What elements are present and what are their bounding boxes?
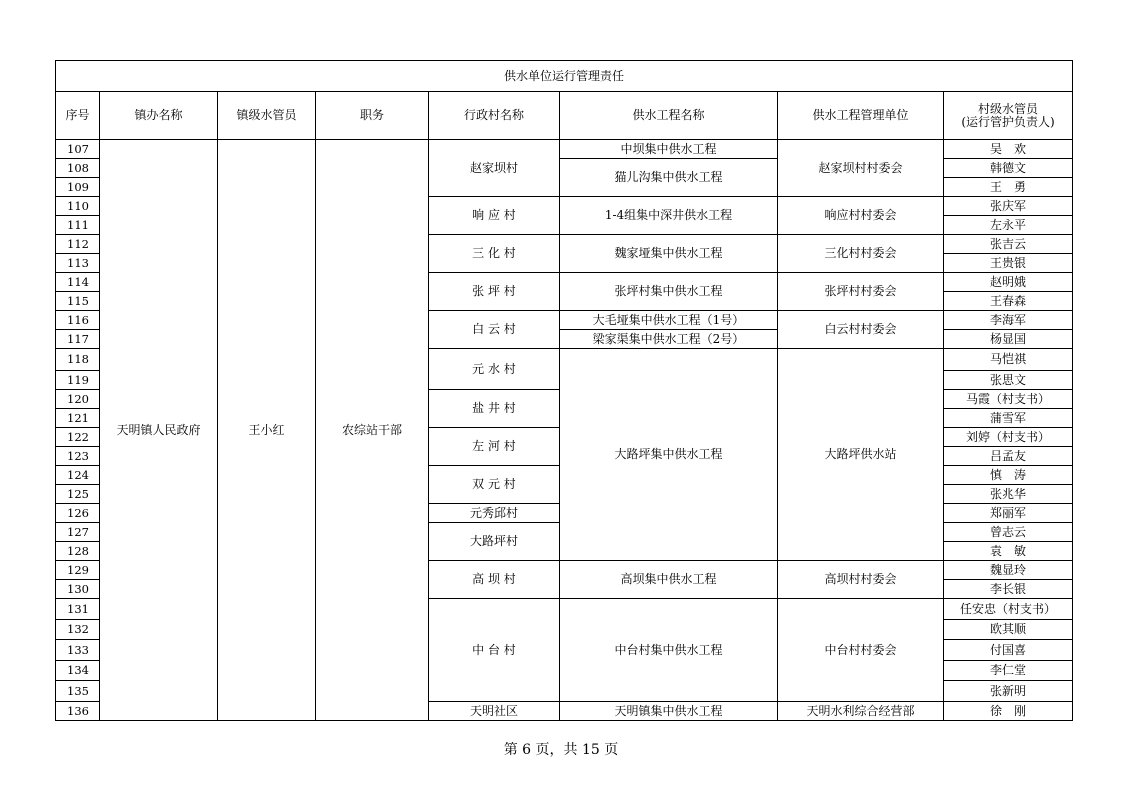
village-manager: 张兆华 [944,485,1073,504]
village-manager: 魏显玲 [944,561,1073,580]
header-position: 职务 [316,92,429,140]
row-seq: 130 [56,580,100,599]
row-seq: 111 [56,216,100,235]
town-manager: 王小红 [218,140,316,721]
village-manager: 马霞（村支书） [944,390,1073,409]
management-unit: 赵家坝村村委会 [778,140,944,197]
village-manager: 杨显国 [944,330,1073,349]
row-seq: 124 [56,466,100,485]
project-name: 天明镇集中供水工程 [560,702,778,721]
management-unit: 中台村村委会 [778,599,944,702]
row-seq: 134 [56,661,100,681]
row-seq: 133 [56,640,100,661]
village-manager: 刘婷（村支书） [944,428,1073,447]
village-manager: 慎 涛 [944,466,1073,485]
village-manager: 蒲雪军 [944,409,1073,428]
row-seq: 113 [56,254,100,273]
header-village: 行政村名称 [429,92,560,140]
management-unit: 响应村村委会 [778,197,944,235]
header-town: 镇办名称 [100,92,218,140]
row-seq: 123 [56,447,100,466]
village-manager: 张思文 [944,371,1073,390]
village-name: 左 河 村 [429,428,560,466]
village-name: 双 元 村 [429,466,560,504]
row-seq: 115 [56,292,100,311]
project-name: 梁家渠集中供水工程（2号） [560,330,778,349]
village-manager: 李海军 [944,311,1073,330]
village-name: 高 坝 村 [429,561,560,599]
village-name: 元 水 村 [429,349,560,390]
village-manager: 李仁堂 [944,661,1073,681]
manager-position: 农综站干部 [316,140,429,721]
row-seq: 109 [56,178,100,197]
village-manager: 任安忠（村支书） [944,599,1073,620]
row-seq: 120 [56,390,100,409]
row-seq: 131 [56,599,100,620]
row-seq: 136 [56,702,100,721]
project-name: 大路坪集中供水工程 [560,349,778,561]
management-unit: 高坝村村委会 [778,561,944,599]
village-manager: 左永平 [944,216,1073,235]
village-manager: 张庆军 [944,197,1073,216]
row-seq: 129 [56,561,100,580]
responsibility-table [55,60,1073,721]
village-name: 三 化 村 [429,235,560,273]
row-seq: 126 [56,504,100,523]
village-manager: 欧其顺 [944,620,1073,640]
village-name: 白 云 村 [429,311,560,349]
village-manager: 王贵银 [944,254,1073,273]
header-seq: 序号 [56,92,100,140]
row-seq: 127 [56,523,100,542]
village-manager: 韩德文 [944,159,1073,178]
village-name: 天明社区 [429,702,560,721]
header-unit: 供水工程管理单位 [778,92,944,140]
village-manager: 曾志云 [944,523,1073,542]
project-name: 魏家垭集中供水工程 [560,235,778,273]
table-row [56,140,1073,159]
village-manager: 吴 欢 [944,140,1073,159]
village-manager: 张新明 [944,681,1073,702]
project-name: 张坪村集中供水工程 [560,273,778,311]
row-seq: 119 [56,371,100,390]
village-manager: 张吉云 [944,235,1073,254]
row-seq: 135 [56,681,100,702]
management-unit: 大路坪供水站 [778,349,944,561]
row-seq: 118 [56,349,100,371]
village-manager: 郑丽军 [944,504,1073,523]
row-seq: 132 [56,620,100,640]
management-unit: 三化村村委会 [778,235,944,273]
village-manager: 袁 敏 [944,542,1073,561]
page-footer: 第 6 页，共 15 页 [503,742,619,758]
header-project: 供水工程名称 [560,92,778,140]
row-seq: 122 [56,428,100,447]
village-manager: 王 勇 [944,178,1073,197]
row-seq: 125 [56,485,100,504]
row-seq: 110 [56,197,100,216]
village-manager: 徐 刚 [944,702,1073,721]
row-seq: 117 [56,330,100,349]
village-name: 赵家坝村 [429,140,560,197]
town-name: 天明镇人民政府 [100,140,218,721]
village-name: 响 应 村 [429,197,560,235]
project-name: 中坝集中供水工程 [560,140,778,159]
village-name: 元秀邱村 [429,504,560,523]
village-name: 中 台 村 [429,599,560,702]
village-manager: 马恺祺 [944,349,1073,371]
management-unit: 张坪村村委会 [778,273,944,311]
management-unit: 天明水利综合经营部 [778,702,944,721]
row-seq: 121 [56,409,100,428]
management-unit: 白云村村委会 [778,311,944,349]
project-name: 猫儿沟集中供水工程 [560,159,778,197]
project-name: 1-4组集中深井供水工程 [560,197,778,235]
project-name: 高坝集中供水工程 [560,561,778,599]
row-seq: 108 [56,159,100,178]
village-manager: 王春森 [944,292,1073,311]
village-name: 大路坪村 [429,523,560,561]
header-town-manager: 镇级水管员 [218,92,316,140]
village-manager: 付国喜 [944,640,1073,661]
row-seq: 112 [56,235,100,254]
row-seq: 114 [56,273,100,292]
village-manager: 吕孟友 [944,447,1073,466]
village-manager: 赵明娥 [944,273,1073,292]
village-name: 盐 井 村 [429,390,560,428]
village-name: 张 坪 村 [429,273,560,311]
project-name: 大毛垭集中供水工程（1号） [560,311,778,330]
row-seq: 116 [56,311,100,330]
row-seq: 128 [56,542,100,561]
project-name: 中台村集中供水工程 [560,599,778,702]
header-village-manager: 村级水管员 (运行管护负责人) [944,92,1073,140]
table-title: 供水单位运行管理责任 [56,61,1073,92]
row-seq: 107 [56,140,100,159]
village-manager: 李长银 [944,580,1073,599]
